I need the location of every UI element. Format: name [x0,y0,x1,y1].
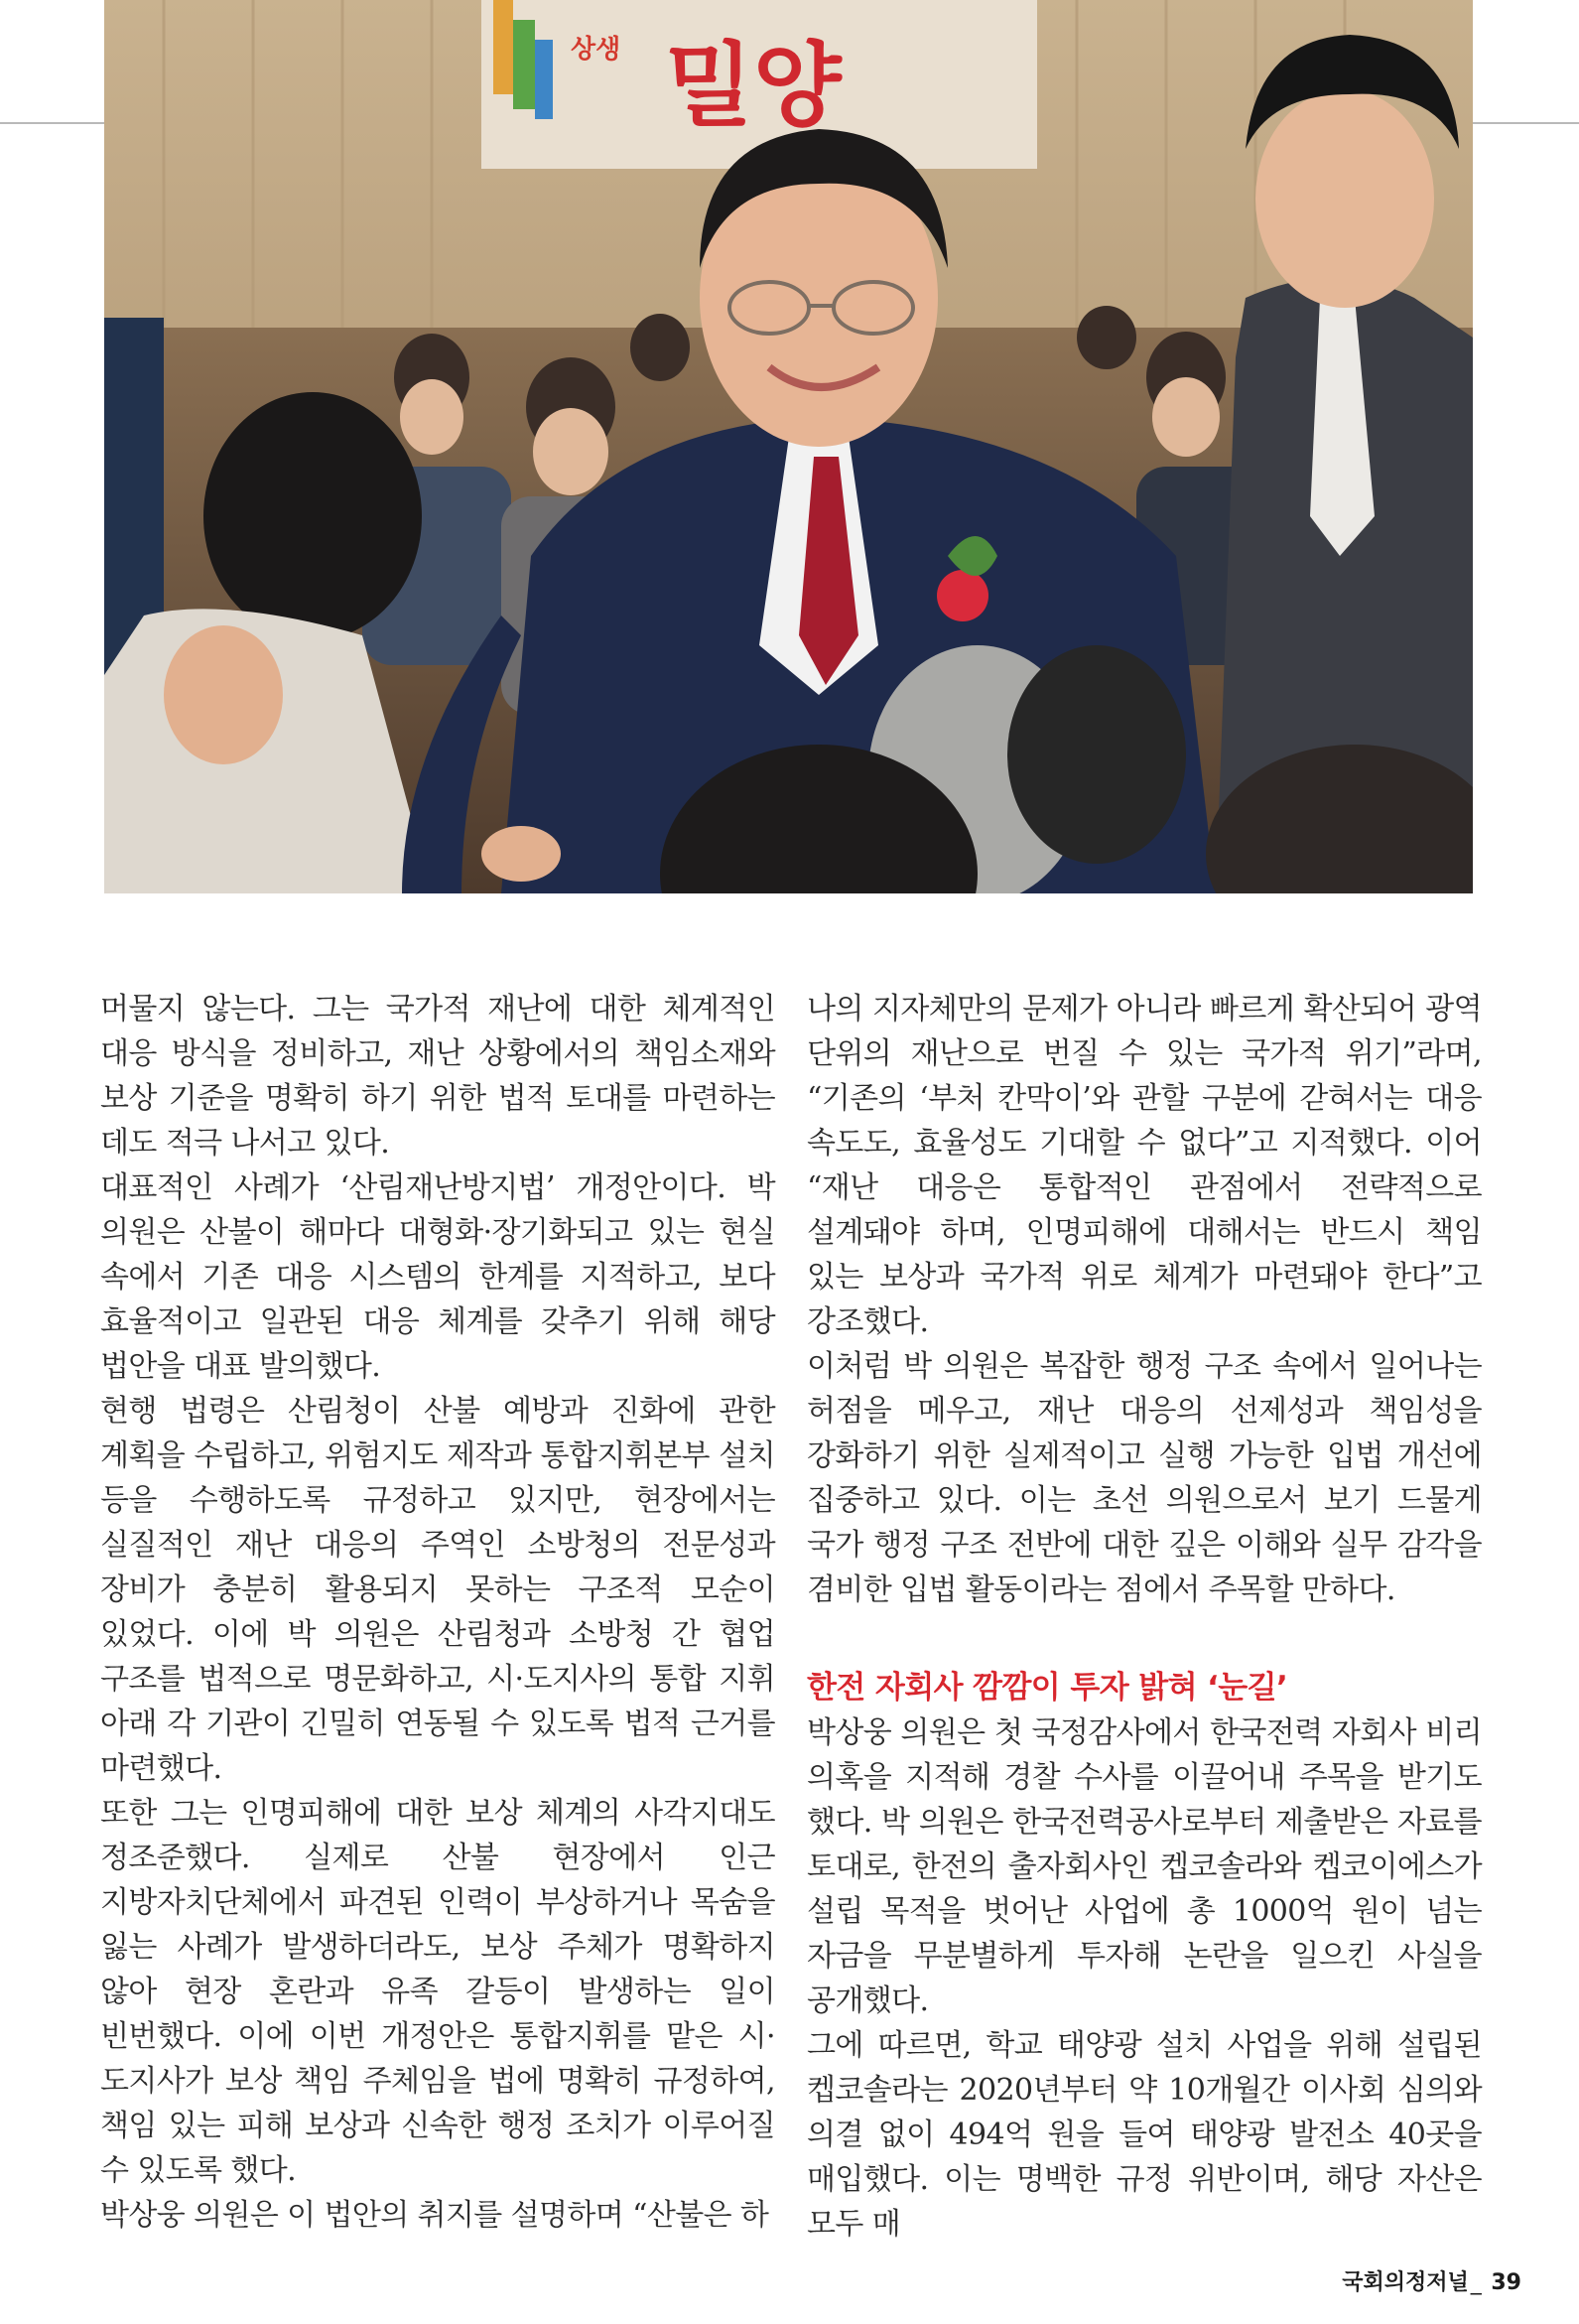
body-paragraph: 현행 법령은 산림청이 산불 예방과 진화에 관한 계획을 수립하고, 위험지도 제작과 통합지휘본부 설치 등을 수행하도록 규정하고 있지만, 현장에서는 실질적인 재난 대응의 주역인 소방청의 전문성과 장비가 충분히 활용되지 못하는 구조적 모순이 있었다. 이에 박 의원은 산림청과 소방청 간 협업 구조를 법적으로 명문화하고, 시·도지사의 통합 지휘 아래 각 기관이 긴밀히 연동될 수 있도록 법적 근거를 마련했다. [100,1394,775,1786]
body-paragraph: 박상웅 의원은 이 법안의 취지를 설명하며 “산불은 하 [100,2198,769,2233]
body-paragraph: 이처럼 박 의원은 복잡한 행정 구조 속에서 일어나는 허점을 메우고, 재난 대응의 선제성과 책임성을 강화하기 위한 실제적이고 실행 가능한 입법 개선에 집중하고 있다. 이는 초선 의원으로서 보기 드물게 국가 행정 구조 전반에 대한 깊은 이해와 실무 감각을 겸비한 입법 활동이라는 점에서 주목할 만하다. [807,1349,1482,1607]
sign-small-text: 상생 [571,35,621,65]
publication-name: 국회의정저널 [1342,2270,1469,2295]
event-photo [104,0,1473,893]
left-column [100,987,775,2238]
header-rule-right [1473,122,1579,124]
section-heading: 한전 자회사 깜깜이 투자 밝혀 ‘눈길’ [807,1670,1288,1706]
page-number: 39 [1491,2270,1521,2295]
body-paragraph: 박상웅 의원은 첫 국정감사에서 한국전력 자회사 비리 의혹을 지적해 경찰 수사를 이끌어내 주목을 받기도 했다. 박 의원은 한국전력공사로부터 제출받은 자료를 토대로, 한전의 출자회사인 켑코솔라와 켑코이에스가 설립 목적을 벗어난 사업에 총 1000억 원이 넘는 자금을 무분별하게 투자해 논란을 일으킨 사실을 공개했다. [807,1715,1482,2018]
right-column [807,987,1482,2247]
header-rule-left [0,122,104,124]
body-paragraph: 대표적인 사례가 ‘산림재난방지법’ 개정안이다. 박 의원은 산불이 해마다 대형화·장기화되고 있는 현실 속에서 기존 대응 시스템의 한계를 지적하고, 보다 효율적이고 일관된 대응 체계를 갖추기 위해 해당 법안을 대표 발의했다. [100,1170,775,1384]
footer-separator: _ [1470,2270,1482,2295]
body-paragraph: 또한 그는 인명피해에 대한 보상 체계의 사각지대도 정조준했다. 실제로 산불 현장에서 인근 지방자치단체에서 파견된 인력이 부상하거나 목숨을 잃는 사례가 발생하더라도, 보상 주체가 명확하지 않아 현장 혼란과 유족 갈등이 발생하는 일이 빈번했다. 이에 이번 개정안은 통합지휘를 맡은 시·도지사가 보상 책임 주체임을 법에 명확히 규정하여, 책임 있는 피해 보상과 신속한 행정 조치가 이루어질 수 있도록 했다. [100,1796,775,2188]
sign-large-text: 밀양 [665,33,842,139]
body-paragraph: 나의 지자체만의 문제가 아니라 빠르게 확산되어 광역 단위의 재난으로 번질 수 있는 국가적 위기”라며, “기존의 ‘부처 칸막이’와 관할 구분에 갇혀서는 대응 속도도, 효율성도 기대할 수 없다”고 지적했다. 이어 “재난 대응은 통합적인 관점에서 전략적으로 설계돼야 하며, 인명피해에 대해서는 반드시 책임 있는 보상과 국가적 위로 체계가 마련돼야 한다”고 강조했다. [807,992,1482,1339]
body-paragraph: 머물지 않는다. 그는 국가적 재난에 대한 체계적인 대응 방식을 정비하고, 재난 상황에서의 책임소재와 보상 기준을 명확히 하기 위한 법적 토대를 마련하는 데도 적극 나서고 있다. [100,992,775,1161]
page-footer [1303,2265,1521,2296]
body-paragraph: 그에 따르면, 학교 태양광 설치 사업을 위해 설립된 켑코솔라는 2020년부터 약 10개월간 이사회 심의와 의결 없이 494억 원을 들여 태양광 발전소 40곳을 매입했다. 이는 명백한 규정 위반이며, 해당 자산은 모두 매 [807,2028,1482,2242]
